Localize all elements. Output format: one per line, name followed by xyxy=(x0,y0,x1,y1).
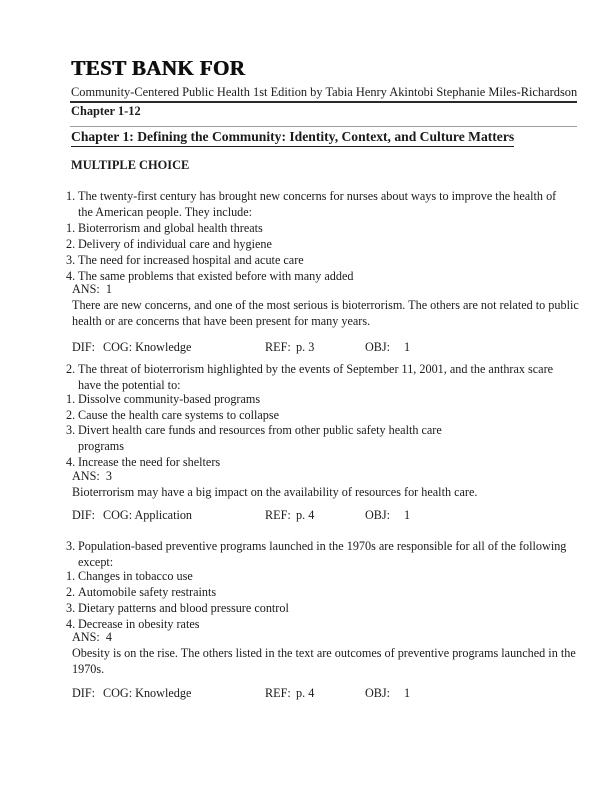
option-text: Dietary patterns and blood pressure control xyxy=(78,601,289,615)
option-number: 3. xyxy=(66,601,76,615)
option-line xyxy=(0,252,612,268)
option-text: Automobile safety restraints xyxy=(78,585,217,599)
question-stem-line xyxy=(0,538,612,554)
option-number: 4. xyxy=(66,455,76,469)
answer-line: ANS: 1 xyxy=(72,282,112,296)
question-stem-text: Population-based preventive programs launched in the 1970s are responsible for all of the following xyxy=(78,539,567,553)
option-text: Cause the health care systems to collapse xyxy=(78,408,280,422)
option-line xyxy=(0,600,612,616)
dif-label: DIF: xyxy=(72,508,96,522)
option-text: Increase the need for shelters xyxy=(78,455,221,469)
option-text: Dissolve community-based programs xyxy=(78,392,261,406)
feedback-line: There are new concerns, and one of the most serious is bioterrorism. The others are not related to public xyxy=(72,298,579,312)
section-heading: MULTIPLE CHOICE xyxy=(71,158,190,172)
obj-value: 1 xyxy=(404,508,411,522)
dif-value: COG: Application xyxy=(103,508,193,522)
option-line xyxy=(0,584,612,600)
option-number: 2. xyxy=(66,237,76,251)
option-number: 3. xyxy=(66,423,76,437)
document-subtitle: Community-Centered Public Health 1st Edition by Tabia Henry Akintobi Stephanie Miles-Richardson xyxy=(71,85,578,99)
feedback-line: Obesity is on the rise. The others listed in the text are outcomes of preventive programs launched in the xyxy=(72,646,576,660)
dif-label: DIF: xyxy=(72,686,96,700)
dif-value: COG: Knowledge xyxy=(103,686,192,700)
chapter-range: Chapter 1-12 xyxy=(71,104,141,118)
option-line xyxy=(0,236,612,252)
feedback-line: Bioterrorism may have a big impact on the availability of resources for health care. xyxy=(72,485,478,499)
option-number: 1. xyxy=(66,569,76,583)
dif-ref-obj-row xyxy=(0,507,612,523)
option-text: Divert health care funds and resources from other public safety health care xyxy=(78,423,442,437)
option-number: 3. xyxy=(66,253,76,267)
question-stem-text: except: xyxy=(78,555,114,569)
question-stem-line xyxy=(0,204,612,220)
option-text: Changes in tobacco use xyxy=(78,569,193,583)
option-text: Bioterrorism and global health threats xyxy=(78,221,263,235)
question-stem-line xyxy=(0,188,612,204)
obj-label: OBJ: xyxy=(365,686,391,700)
ref-label: REF: xyxy=(265,340,291,354)
question-stem-text: the American people. They include: xyxy=(78,205,253,219)
option-number: 2. xyxy=(66,408,76,422)
option-line xyxy=(0,391,612,407)
option-line xyxy=(0,438,612,454)
question-stem-text: The twenty-first century has brought new concerns for nurses about ways to improve the health of xyxy=(78,189,557,203)
obj-value: 1 xyxy=(404,686,411,700)
feedback-line: 1970s. xyxy=(72,662,105,676)
option-number: 1. xyxy=(66,221,76,235)
option-line xyxy=(0,220,612,236)
answer-line: ANS: 3 xyxy=(72,469,112,483)
ref-value: p. 4 xyxy=(296,508,315,522)
header-rule xyxy=(70,101,577,103)
option-text: Decrease in obesity rates xyxy=(78,617,200,631)
question-stem-text: have the potential to: xyxy=(78,378,181,392)
question-number: 1. xyxy=(66,189,76,203)
option-line xyxy=(0,568,612,584)
obj-label: OBJ: xyxy=(365,508,391,522)
option-line xyxy=(0,422,612,438)
option-number: 1. xyxy=(66,392,76,406)
feedback-line: health or are concerns that have been present for many years. xyxy=(72,314,371,328)
option-number: 2. xyxy=(66,585,76,599)
obj-value: 1 xyxy=(404,340,411,354)
question-stem-line xyxy=(0,361,612,377)
option-text: programs xyxy=(78,439,125,453)
dif-label: DIF: xyxy=(72,340,96,354)
question-number: 2. xyxy=(66,362,76,376)
dif-value: COG: Knowledge xyxy=(103,340,192,354)
ref-label: REF: xyxy=(265,508,291,522)
option-text: The need for increased hospital and acute care xyxy=(78,253,304,267)
ref-value: p. 4 xyxy=(296,686,315,700)
option-line xyxy=(0,407,612,423)
option-text: The same problems that existed before with many added xyxy=(78,269,354,283)
option-number: 4. xyxy=(66,269,76,283)
obj-label: OBJ: xyxy=(365,340,391,354)
header-rule-light xyxy=(70,126,577,127)
answer-line: ANS: 4 xyxy=(72,630,112,644)
dif-ref-obj-row xyxy=(0,685,612,701)
ref-label: REF: xyxy=(265,686,291,700)
question-stem-text: The threat of bioterrorism highlighted by the events of September 11, 2001, and the anthrax scare xyxy=(78,362,554,376)
ref-value: p. 3 xyxy=(296,340,315,354)
question-number: 3. xyxy=(66,539,76,553)
option-number: 4. xyxy=(66,617,76,631)
chapter-heading: Chapter 1: Defining the Community: Identity, Context, and Culture Matters xyxy=(71,128,514,147)
option-text: Delivery of individual care and hygiene xyxy=(78,237,272,251)
document-title: TEST BANK FOR xyxy=(71,56,246,80)
dif-ref-obj-row xyxy=(0,339,612,355)
